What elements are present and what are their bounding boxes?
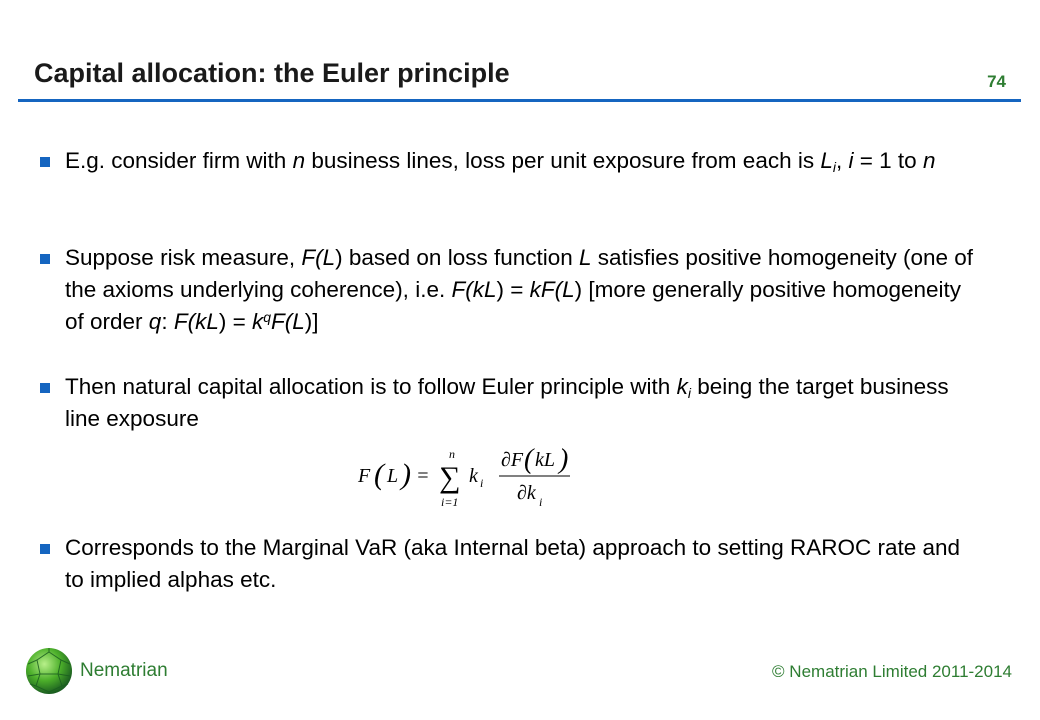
formula-k: k [469, 465, 478, 487]
bullet-item [36, 145, 976, 177]
formula-sum-sign: ∑ [439, 461, 461, 494]
bullet-item [36, 532, 976, 596]
bullet-square-icon [40, 157, 50, 167]
copyright-notice: © Nematrian Limited 2011-2014 [772, 662, 1012, 681]
formula-L: L [387, 465, 399, 487]
bullet-item [36, 371, 976, 435]
bullet-item [36, 242, 976, 338]
formula-equals: = [416, 465, 430, 487]
formula-numerator-dF: ∂F [501, 449, 524, 471]
brand-name: Nematrian [80, 660, 168, 681]
bullet-square-icon [40, 544, 50, 554]
formula-numerator-kL: kL [535, 449, 555, 471]
slide-title: Capital allocation: the Euler principle [34, 58, 510, 88]
formula-left-paren: ( [374, 458, 384, 491]
formula-denominator-sub: i [539, 495, 543, 509]
nematrian-logo-icon [24, 646, 74, 696]
formula-sum-upper: n [449, 447, 455, 461]
title-divider [18, 99, 1021, 102]
bullet-square-icon [40, 383, 50, 393]
bullet-square-icon [40, 254, 50, 264]
bullet-text: E.g. consider firm with n business lines, loss per unit exposure from each is $L_i$, i = 1 to n [65, 148, 936, 175]
formula-denominator-dk: ∂k [517, 482, 536, 504]
formula-right-paren: ) [401, 458, 411, 491]
bullet-text: Then natural capital allocation is to follow Euler principle with $k_i$ being the target business line exposure [65, 374, 949, 431]
formula-numerator-right-paren: ) [559, 444, 569, 475]
bullet-text: Suppose risk measure, F(L) based on loss function L satisfies positive homogeneity (one of the axioms underlying coherence), i.e. F(kL) = kF(L) [more generally positive homogeneity of order q: $F(kL) = k^qF(L)$] [65, 245, 974, 334]
bullet-text: Corresponds to the Marginal VaR (aka Internal beta) approach to setting RAROC rate and to implied alphas etc. [65, 535, 961, 592]
formula-k-sub: i [480, 476, 484, 490]
formula-F: F [358, 465, 371, 487]
formula-sum-lower: i=1 [441, 495, 459, 509]
euler-formula [352, 444, 592, 516]
formula-numerator-left-paren: ( [524, 444, 534, 475]
page-number: 74 [987, 72, 1006, 91]
